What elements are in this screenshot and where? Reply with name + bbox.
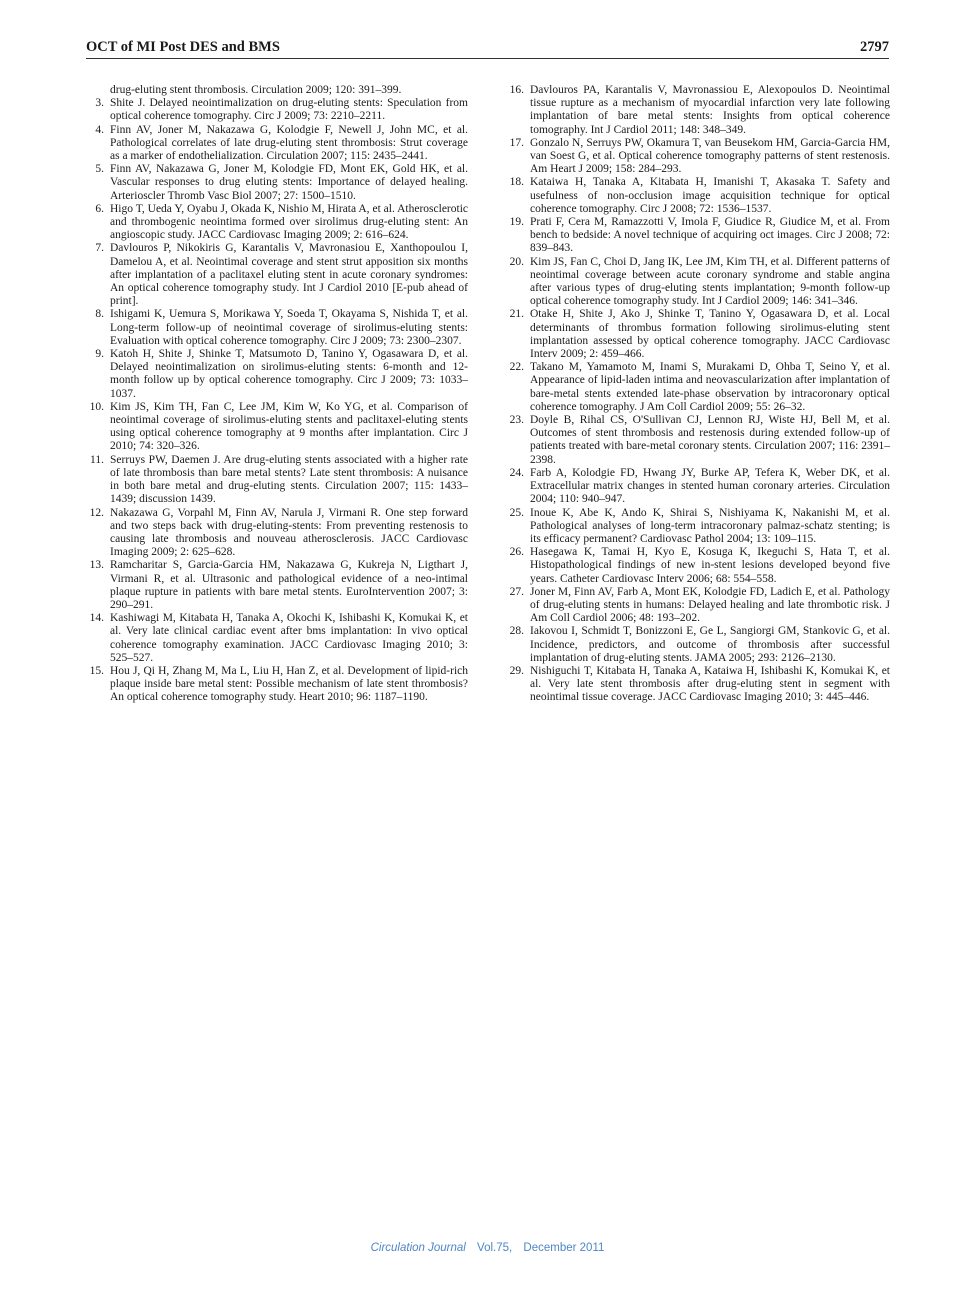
- reference-number: 14.: [89, 612, 104, 625]
- reference-text: Iakovou I, Schmidt T, Bonizzoni E, Ge L, Sangiorgi GM, Stankovic G, et al. Incidence, predictors, and outcome of thrombosis after successful implantation of drug-eluting stents. JAMA 2005; 293: 2126–2130.: [530, 625, 890, 664]
- reference-number: 12.: [89, 506, 104, 519]
- reference-number: 13.: [89, 559, 104, 572]
- reference-item: [88, 163, 468, 203]
- reference-number: 15.: [89, 664, 104, 677]
- reference-item: [508, 137, 890, 177]
- reference-text: Doyle B, Rihal CS, O'Sullivan CJ, Lennon RJ, Wiste HJ, Bell M, et al. Outcomes of stent thrombosis and restenosis during extended follow-up of patients treated with bare-metal coronary stents. Circulation 2007; 116: 2391–2398.: [530, 414, 890, 466]
- reference-number: 8.: [95, 308, 104, 321]
- reference-text: Gonzalo N, Serruys PW, Okamura T, van Beusekom HM, Garcia-Garcia HM, van Soest G, et al. Optical coherence tomography patterns of stent restenosis. Am Heart J 2009; 158: 284–293.: [530, 136, 890, 176]
- reference-number: 5.: [95, 163, 104, 176]
- reference-item: [88, 203, 468, 243]
- reference-item: [88, 124, 468, 164]
- reference-text: Prati F, Cera M, Ramazzotti V, Imola F, Giudice R, Giudice M, et al. From bench to bedside: A novel technique of acquiring oct images. Circ J 2008; 72: 839–843.: [530, 216, 890, 255]
- reference-number: 18.: [509, 176, 524, 189]
- reference-item: [88, 348, 468, 401]
- header-rule: [86, 58, 889, 59]
- page-number: 2797: [860, 39, 889, 55]
- reference-text: Davlouros PA, Karantalis V, Mavronassiou E, Alexopoulos D. Neointimal tissue rupture as a mechanism of myocardial infarction very late following implantation of bare metal stents: Insights from optical coherence tomography. Int J Cardiol 2011; 148: 348–349.: [530, 84, 890, 136]
- reference-number: 25.: [509, 506, 524, 519]
- reference-item: [88, 84, 468, 97]
- footer-date: December 2011: [523, 1242, 605, 1254]
- reference-text: Kashiwagi M, Kitabata H, Tanaka A, Okochi K, Ishibashi K, Komukai K, et al. Very late clinical cardiac event after bms implantation: In vivo optical coherence tomography examination. JACC Cardiovasc Imaging 2010; 3: 525–527.: [110, 612, 468, 664]
- reference-text: Nakazawa G, Vorpahl M, Finn AV, Narula J, Virmani R. One step forward and two steps back with drug-eluting-stents: From preventing restenosis to causing late thrombosis and nouveau atherosclerosis. JACC Cardiovasc Imaging 2009; 2: 625–628.: [110, 506, 468, 559]
- reference-text: Nishiguchi T, Kitabata H, Tanaka A, Kataiwa H, Ishibashi K, Komukai K, et al. Very late stent thrombosis after drug-eluting stent in segment with neointimal tissue coverage. JACC Cardiovasc Imaging 2010; 3: 445–446.: [530, 664, 890, 704]
- references-right-column: [508, 84, 890, 705]
- reference-text: drug-eluting stent thrombosis. Circulation 2009; 120: 391–399.: [110, 84, 402, 96]
- reference-number: 4.: [95, 123, 104, 136]
- reference-item: [508, 625, 890, 665]
- reference-item: [508, 361, 890, 414]
- reference-text: Hasegawa K, Tamai H, Kyo E, Kosuga K, Ikeguchi S, Hata T, et al. Histopathological findings of new in-stent lesions developed beyond five years. Catheter Cardiovasc Interv 2006; 68: 554–558.: [530, 546, 890, 585]
- reference-item: [88, 559, 468, 612]
- reference-number: 6.: [95, 202, 104, 215]
- reference-number: 20.: [509, 255, 524, 268]
- page-footer: [0, 1242, 975, 1254]
- reference-number: 9.: [95, 348, 104, 361]
- reference-text: Kataiwa H, Tanaka A, Kitabata H, Imanishi T, Akasaka T. Safety and usefulness of non-occlusion image acquisition technique for optical coherence tomography. Circ J 2008; 72: 1536–1537.: [530, 176, 890, 215]
- reference-text: Shite J. Delayed neointimalization on drug-eluting stents: Speculation from optical coherence tomography. Circ J 2009; 73: 2210–2211.: [110, 97, 468, 123]
- reference-item: [508, 414, 890, 467]
- reference-number: 17.: [509, 136, 524, 149]
- reference-number: 28.: [509, 625, 524, 638]
- reference-number: 19.: [509, 216, 524, 229]
- reference-item: [88, 242, 468, 308]
- reference-text: Takano M, Yamamoto M, Inami S, Murakami D, Ohba T, Seino Y, et al. Appearance of lipid-laden intima and neovascularization after implantation of bare-metal stents extended late-phase observation by intracoronary optical coherence tomography. J Am Coll Cardiol 2009; 55: 26–32.: [530, 361, 890, 413]
- reference-number: 27.: [509, 585, 524, 598]
- reference-number: 11.: [90, 453, 104, 466]
- reference-number: 16.: [509, 84, 524, 96]
- reference-item: [88, 308, 468, 348]
- reference-item: [508, 176, 890, 216]
- reference-item: [508, 665, 890, 705]
- reference-number: 24.: [509, 466, 524, 479]
- reference-number: 21.: [509, 308, 524, 321]
- reference-number: 3.: [95, 97, 104, 110]
- reference-number: 22.: [509, 361, 524, 374]
- reference-text: Ishigami K, Uemura S, Morikawa Y, Soeda T, Okayama S, Nishida T, et al. Long-term follow-up of neointimal coverage of sirolimus-eluting stents: Evaluation with optical coherence tomography. Circ J 2009; 73: 2300–2307.: [110, 308, 468, 347]
- reference-item: [508, 586, 890, 626]
- references-left-column: [88, 84, 468, 705]
- reference-text: Higo T, Ueda Y, Oyabu J, Okada K, Nishio M, Hirata A, et al. Atherosclerotic and thrombogenic neointima formed over sirolimus drug-eluting stent: An angioscopic study. JACC Cardiovasc Imaging 2009; 2: 616–624.: [110, 202, 468, 242]
- reference-text: Finn AV, Nakazawa G, Joner M, Kolodgie FD, Mont EK, Gold HK, et al. Vascular responses to drug eluting stents: Importance of delayed healing. Arterioscler Thromb Vasc Biol 2007; 27: 1500–1510.: [110, 163, 468, 202]
- reference-text: Kim JS, Fan C, Choi D, Jang IK, Lee JM, Kim TH, et al. Different patterns of neointimal coverage between acute coronary syndrome and stable angina after various types of drug-eluting stents implantation; 9-month follow-up optical coherence tomography study. Int J Cardiol 2009; 146: 341–346.: [530, 255, 890, 308]
- reference-item: [508, 84, 890, 137]
- reference-item: [508, 467, 890, 507]
- footer-volume: Vol.75,: [477, 1242, 513, 1254]
- reference-item: [88, 507, 468, 560]
- reference-text: Finn AV, Joner M, Nakazawa G, Kolodgie F, Newell J, John MC, et al. Pathological correlates of late drug-eluting stent thrombosis: Strut coverage as a marker of endothelialization. Circulation 2007; 115: 2435–2441.: [110, 123, 468, 163]
- reference-item: [508, 546, 890, 586]
- reference-text: Joner M, Finn AV, Farb A, Mont EK, Kolodgie FD, Ladich E, et al. Pathology of drug-eluting stents in humans: Delayed healing and late thrombotic risk. J Am Coll Cardiol 2006; 48: 193–202.: [530, 585, 890, 625]
- reference-text: Kim JS, Kim TH, Fan C, Lee JM, Kim W, Ko YG, et al. Comparison of neointimal coverage of sirolimus-eluting stents and paclitaxel-eluting stents using optical coherence tomography at 9 months after implantation. Circ J 2010; 74: 320–326.: [110, 400, 468, 453]
- reference-item: [88, 97, 468, 123]
- reference-text: Hou J, Qi H, Zhang M, Ma L, Liu H, Han Z, et al. Development of lipid-rich plaque inside bare metal stent: Possible mechanism of late stent thrombosis? An optical coherence tomography study. Heart 2010; 96: 1187–1190.: [110, 664, 468, 704]
- reference-item: [88, 401, 468, 454]
- reference-text: Katoh H, Shite J, Shinke T, Matsumoto D, Tanino Y, Ogasawara D, et al. Delayed neointimalization on sirolimus-eluting stents: 6-month and 12-month follow up by optical coherence tomography. Circ J 2009; 73: 1033–1037.: [110, 348, 468, 400]
- reference-number: 10.: [89, 400, 104, 413]
- reference-text: Serruys PW, Daemen J. Are drug-eluting stents associated with a higher rate of late thrombosis than bare metal stents? Late stent thrombosis: A nuisance in both bare metal and drug-eluting stents. Circulation 2007; 115: 1433–1439; discussion 1439.: [110, 453, 468, 506]
- reference-number: 7.: [95, 242, 104, 255]
- reference-item: [508, 216, 890, 256]
- reference-number: 26.: [509, 546, 524, 559]
- reference-item: [508, 308, 890, 361]
- running-title: OCT of MI Post DES and BMS: [86, 39, 280, 55]
- reference-item: [88, 454, 468, 507]
- reference-item: [508, 507, 890, 547]
- reference-item: [508, 256, 890, 309]
- reference-text: Farb A, Kolodgie FD, Hwang JY, Burke AP, Tefera K, Weber DK, et al. Extracellular matrix changes in stented human coronary arteries. Circulation 2004; 110: 940–947.: [530, 466, 890, 506]
- reference-text: Otake H, Shite J, Ako J, Shinke T, Tanino Y, Ogasawara D, et al. Local determinants of thrombus formation following sirolimus-eluting stent implantation assessed by optical coherence tomography. JACC Cardiovasc Interv 2009; 2: 459–466.: [530, 308, 890, 361]
- footer-journal-name: Circulation Journal: [370, 1242, 466, 1254]
- page-header: [86, 32, 889, 56]
- reference-number: 23.: [509, 414, 524, 427]
- reference-item: [88, 665, 468, 705]
- reference-text: Davlouros P, Nikokiris G, Karantalis V, Mavronasiou E, Xanthopoulou I, Damelou A, et al. Neointimal coverage and stent strut apposition six months after implantation of a paclitaxel eluting stent in acute coronary syndromes: An optical coherence tomography study. Int J Cardiol 2010 [E-pub ahead of print].: [110, 242, 468, 308]
- reference-text: Ramcharitar S, Garcia-Garcia HM, Nakazawa G, Kukreja N, Ligthart J, Virmani R, et al. Ultrasonic and pathological evidence of a neo-intimal plaque rupture in patients with bare metal stents. EuroIntervention 2007; 3: 290–291.: [110, 559, 468, 611]
- reference-text: Inoue K, Abe K, Ando K, Shirai S, Nishiyama K, Nakanishi M, et al. Pathological analyses of long-term intracoronary palmaz-schatz stenting; is its efficacy permanent? Cardiovasc Pathol 2004; 13: 109–115.: [530, 506, 890, 545]
- reference-number: 29.: [509, 664, 524, 677]
- reference-item: [88, 612, 468, 665]
